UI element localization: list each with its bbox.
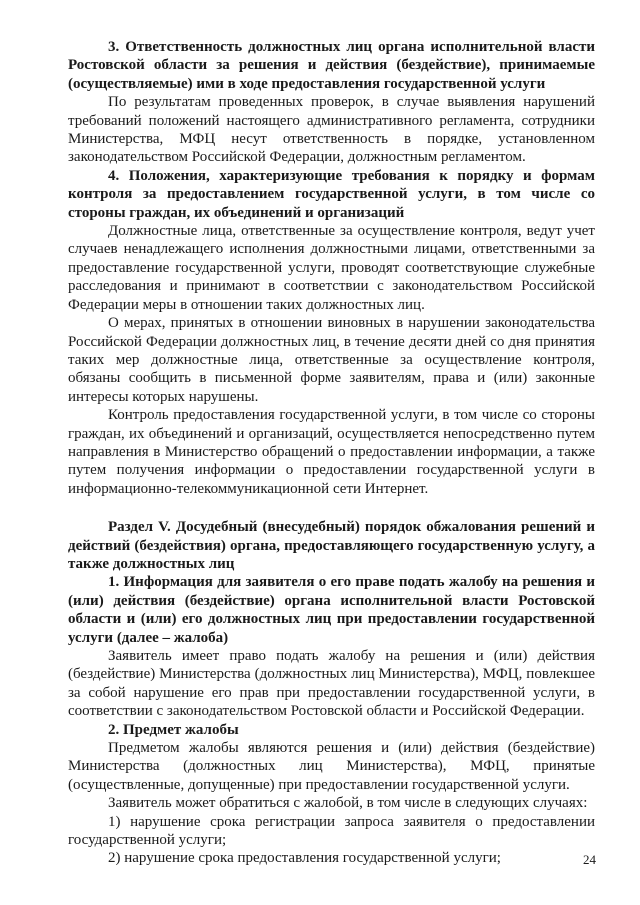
heading-responsibility: 3. Ответственность должностных лиц органа исполнительной власти Ростовской области за решения и действия (бездействие), принимаемые (осуществляемые) ими в ходе предоставления государственной услуги: [68, 39, 595, 92]
heading-control-requirements: 4. Положения, характеризующие требования к порядку и формам контроля за предоставлением государственной услуги, в том числе со стороны граждан, их объединений и организаций: [68, 167, 595, 221]
section-spacer: [68, 498, 595, 518]
list-item: 2) нарушение срока предоставления государственной услуги;: [108, 850, 501, 867]
page-number: 24: [583, 852, 596, 867]
heading-complaint-subject: 2. Предмет жалобы: [108, 721, 239, 738]
paragraph: Контроль предоставления государственной услуги, в том числе со стороны граждан, их объединений и организаций, осуществляется непосредственно путем направления в Министерство обращений о предоставлении информации, а также путем получения информации о предоставлении государственной услуги в информационно-телекоммуникационной сети Интернет.: [68, 407, 595, 497]
heading-section-v: Раздел V. Досудебный (внесудебный) порядок обжалования решений и действий (бездействия) органа, предоставляющего государственную услугу, а также должностных лиц: [68, 519, 595, 572]
paragraph: По результатам проведенных проверок, в случае выявления нарушений требований положений настоящего административного регламента, сотрудники Министерства, МФЦ несут ответственность в порядке, установленном законодательством Российской Федерации, должностным регламентом.: [68, 94, 595, 166]
paragraph: О мерах, принятых в отношении виновных в нарушении законодательства Российской Федерации должностных лиц, в течение десяти дней со дня принятия таких мер должностные лица, ответственные за осуществление контроля, обязаны сообщить в письменной форме заявителям, права и (или) законные интересы которых нарушены.: [68, 315, 595, 405]
paragraph: Заявитель имеет право подать жалобу на решения и (или) действия (бездействие) Министерства (должностных лиц Министерства), МФЦ, повлекшее за собой нарушение его прав при предоставлении государственной услуги, в соответствии с законодательством Ростовской области и Российской Федерации.: [68, 648, 595, 720]
heading-complaint-right: 1. Информация для заявителя о его праве подать жалобу на решения и (или) действия (бездействие) органа исполнительной власти Ростовской области и (или) его должностных лиц при предоставлении государственной услуги (далее – жалоба): [68, 574, 595, 646]
document-page: [68, 38, 595, 868]
list-item: 1) нарушение срока регистрации запроса заявителя о предоставлении государственной услуги;: [68, 813, 595, 849]
paragraph: Должностные лица, ответственные за осуществление контроля, ведут учет случаев ненадлежащего исполнения должностными лицами, ответственными за предоставление государственной услуги, проводят соответствующие служебные расследования и принимают в соответствии с законодательством Российской Федерации меры в отношении таких должностных лиц.: [68, 223, 595, 313]
paragraph: Предметом жалобы являются решения и (или) действия (бездействие) Министерства (должностных лиц Министерства), МФЦ, принятые (осуществленные, допущенные) при предоставлении государственной услуги.: [68, 740, 595, 793]
paragraph: Заявитель может обратиться с жалобой, в том числе в следующих случаях:: [108, 795, 588, 812]
